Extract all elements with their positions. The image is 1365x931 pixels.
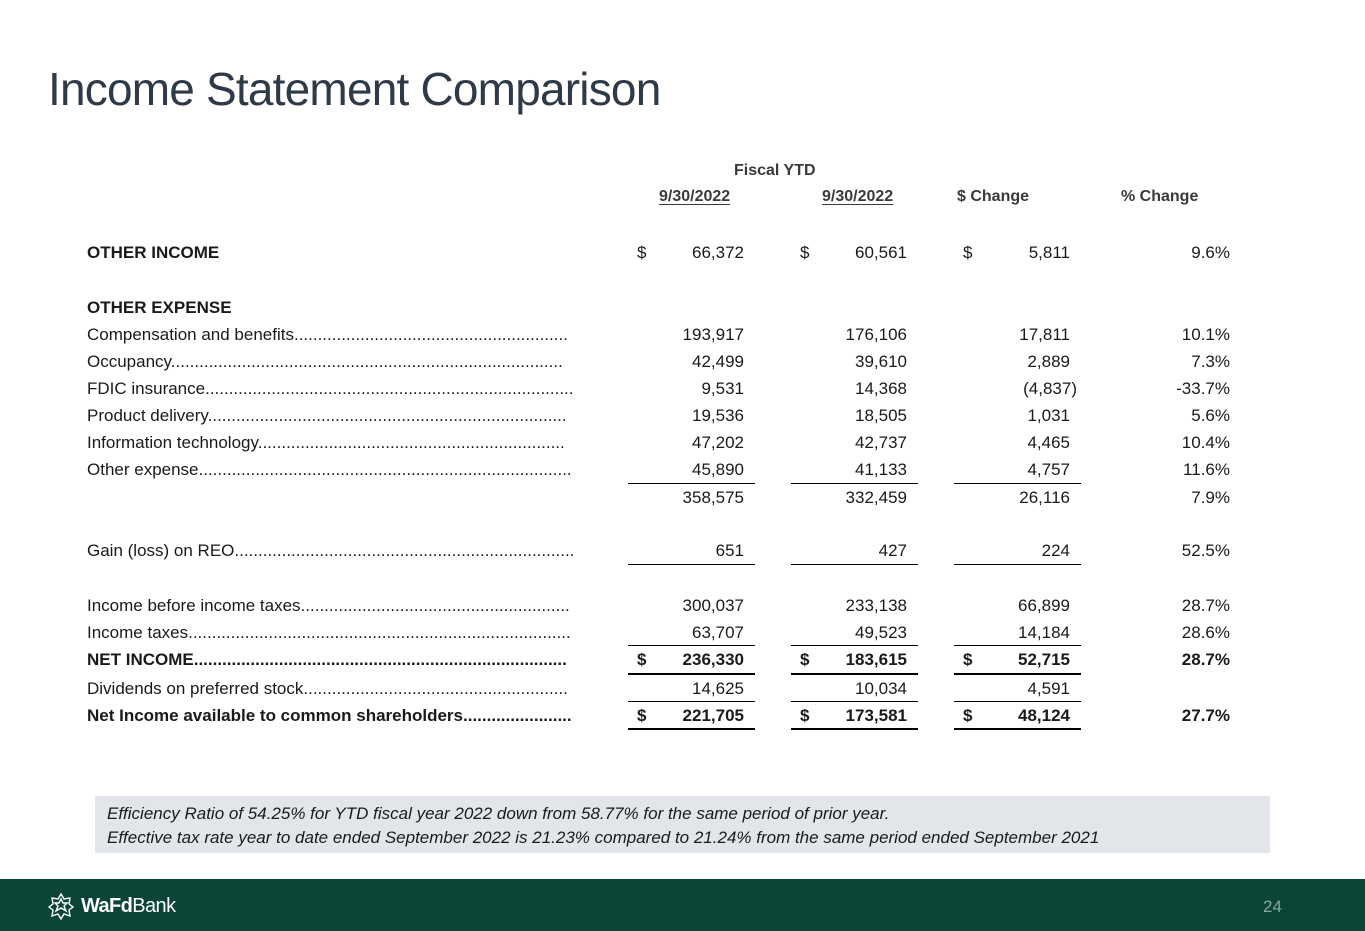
expense-row-information-technology — [0, 429, 1365, 456]
footer-bar — [0, 879, 1365, 931]
net-income-row — [0, 646, 1365, 673]
value-percent-change: 28.7% — [1181, 650, 1230, 669]
subtotal-rule — [954, 564, 1081, 565]
value-percent-change: 10.4% — [1181, 433, 1230, 452]
value-period-2: 332,459 — [845, 488, 907, 507]
currency-symbol: $ — [637, 706, 647, 725]
value-percent-change: 28.6% — [1181, 623, 1230, 642]
value-dollar-change: (4,837) — [1023, 379, 1077, 398]
row-label: Product delivery............................................................................ — [87, 406, 567, 425]
subtotal-rule — [628, 564, 755, 565]
other-income-row — [0, 239, 1365, 266]
other-expense-section-header — [0, 294, 1365, 321]
value-dollar-change: 4,757 — [1027, 460, 1070, 479]
row-label: Occupancy................................................................................... — [87, 352, 563, 371]
value-percent-change: 9.6% — [1191, 243, 1230, 262]
expense-row-fdic-insurance — [0, 375, 1365, 402]
subtotal-rule — [791, 564, 918, 565]
value-period-2: 427 — [878, 541, 907, 560]
value-percent-change: 7.9% — [1191, 488, 1230, 507]
dividends-preferred-row — [0, 675, 1365, 702]
value-period-1: 45,890 — [692, 460, 744, 479]
notes-box — [95, 796, 1270, 853]
wafd-bank-logo — [47, 892, 175, 920]
logo-wordmark-bold: WaFd — [81, 894, 133, 917]
logo-wordmark-regular: Bank — [132, 894, 176, 917]
value-period-1: 358,575 — [682, 488, 744, 507]
page-number: 24 — [1263, 897, 1282, 916]
value-percent-change: 11.6% — [1183, 460, 1230, 479]
currency-symbol: $ — [963, 706, 973, 725]
value-period-1: 14,625 — [692, 679, 744, 698]
value-dollar-change: 4,591 — [1027, 679, 1070, 698]
value-period-2: 18,505 — [855, 406, 907, 425]
value-period-1: 193,917 — [682, 325, 744, 344]
value-percent-change: 7.3% — [1191, 352, 1230, 371]
value-period-2: 41,133 — [855, 460, 907, 479]
row-label: Gain (loss) on REO........................................................................ — [87, 541, 575, 560]
value-period-2: 60,561 — [855, 243, 907, 262]
expense-row-occupancy — [0, 348, 1365, 375]
value-dollar-change: 224 — [1041, 541, 1070, 560]
value-percent-change: 5.6% — [1191, 406, 1230, 425]
total-rule — [628, 728, 755, 730]
wafd-logo-icon — [47, 892, 75, 920]
currency-symbol: $ — [637, 243, 647, 262]
currency-symbol: $ — [800, 650, 810, 669]
expense-total-row — [0, 484, 1365, 511]
value-percent-change: 52.5% — [1181, 541, 1230, 560]
total-rule — [791, 728, 918, 730]
value-period-1: 300,037 — [682, 596, 744, 615]
value-period-1: 236,330 — [682, 650, 744, 669]
currency-symbol: $ — [963, 650, 973, 669]
currency-symbol: $ — [963, 243, 973, 262]
net-income-common-row — [0, 702, 1365, 729]
value-period-1: 42,499 — [692, 352, 744, 371]
value-period-2: 183,615 — [845, 650, 907, 669]
value-period-2: 49,523 — [855, 623, 907, 642]
row-label: Information technology................................................................. — [87, 433, 565, 452]
value-dollar-change: 14,184 — [1018, 623, 1070, 642]
note-effective-tax-rate: Effective tax rate year to date ended September 2022 is 21.23% compared to 21.24% from the same period ended September 2021 — [107, 828, 1100, 847]
row-label: Net Income available to common shareholders....................... — [87, 706, 572, 725]
value-period-1: 19,536 — [692, 406, 744, 425]
currency-symbol: $ — [800, 243, 810, 262]
value-dollar-change: 1,031 — [1027, 406, 1070, 425]
column-header-dollar-change: $ Change — [957, 188, 1030, 205]
fiscal-ytd-header: Fiscal YTD — [734, 162, 816, 179]
value-dollar-change: 5,811 — [1028, 243, 1070, 262]
row-label: Dividends on preferred stock........................................................ — [87, 679, 568, 698]
value-dollar-change: 52,715 — [1018, 650, 1070, 669]
row-label: Income before income taxes......................................................... — [87, 596, 570, 615]
value-percent-change: 27.7% — [1181, 706, 1230, 725]
value-dollar-change: 26,116 — [1019, 488, 1070, 507]
value-period-2: 14,368 — [855, 379, 907, 398]
value-period-1: 47,202 — [692, 433, 744, 452]
value-period-1: 221,705 — [682, 706, 744, 725]
expense-row-product-delivery — [0, 402, 1365, 429]
value-period-2: 233,138 — [845, 596, 907, 615]
expense-row-compensation — [0, 321, 1365, 348]
row-label: Other expense............................................................................... — [87, 460, 572, 479]
income-taxes-row — [0, 619, 1365, 646]
value-dollar-change: 4,465 — [1027, 433, 1070, 452]
value-period-1: 9,531 — [701, 379, 744, 398]
value-period-2: 176,106 — [845, 325, 907, 344]
row-label: OTHER INCOME — [87, 243, 220, 262]
value-dollar-change: 66,899 — [1018, 596, 1070, 615]
expense-row-other-expense — [0, 456, 1365, 483]
value-dollar-change: 2,889 — [1027, 352, 1070, 371]
value-period-2: 42,737 — [855, 433, 907, 452]
section-label: OTHER EXPENSE — [87, 298, 232, 317]
column-header-period-2: 9/30/2022 — [822, 188, 894, 205]
row-label: Compensation and benefits.......................................................... — [87, 325, 568, 344]
value-period-1: 651 — [715, 541, 744, 560]
value-period-2: 39,610 — [855, 352, 907, 371]
note-efficiency-ratio: Efficiency Ratio of 54.25% for YTD fiscal year 2022 down from 58.77% for the same period of prior year. — [107, 804, 890, 823]
value-percent-change: 10.1% — [1181, 325, 1230, 344]
total-rule — [954, 728, 1081, 730]
value-dollar-change: 48,124 — [1018, 706, 1070, 725]
currency-symbol: $ — [637, 650, 647, 669]
row-label: NET INCOME............................................................................... — [87, 650, 567, 669]
value-percent-change: 28.7% — [1181, 596, 1230, 615]
row-label: FDIC insurance.............................................................................. — [87, 379, 574, 398]
value-period-1: 66,372 — [692, 243, 744, 262]
value-dollar-change: 17,811 — [1019, 325, 1070, 344]
column-header-percent-change: % Change — [1121, 188, 1199, 205]
page-title: Income Statement Comparison — [48, 63, 661, 115]
value-percent-change: -33.7% — [1176, 379, 1230, 398]
value-period-2: 10,034 — [855, 679, 907, 698]
income-before-taxes-row — [0, 592, 1365, 619]
currency-symbol: $ — [800, 706, 810, 725]
column-header-period-1: 9/30/2022 — [659, 188, 731, 205]
gain-loss-reo-row — [0, 537, 1365, 564]
row-label: Income taxes................................................................................. — [87, 623, 571, 642]
value-period-1: 63,707 — [692, 623, 744, 642]
value-period-2: 173,581 — [845, 706, 907, 725]
